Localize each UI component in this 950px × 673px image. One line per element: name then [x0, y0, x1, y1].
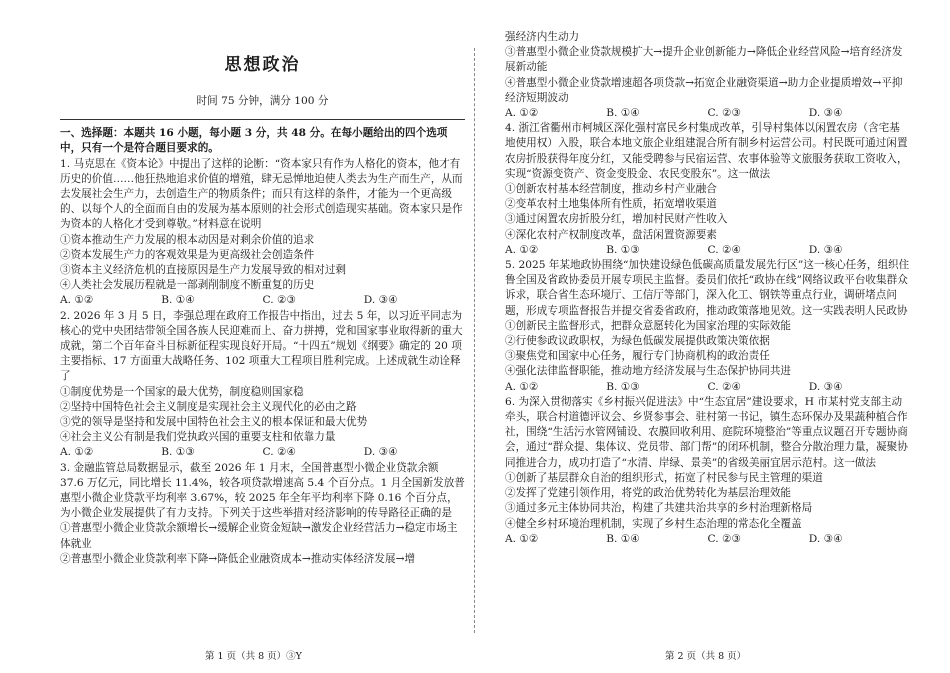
choice-c: C. ②③ [262, 294, 296, 307]
question-3-statement: ①普惠型小微企业贷款余额增长→缓解企业资金短缺→激发企业经营活力→稳定市场主体就业 [60, 522, 458, 550]
exam-time-info: 时间 75 分钟，满分 100 分 [196, 95, 329, 107]
question-4-statement: ④深化农村产权制度改革，盘活闲置资源要素 [505, 228, 717, 241]
page-1-footer: 第 1 页（共 8 页）③Y [205, 651, 302, 662]
question-1-statement: ②资本发展生产力的客观效果是为更高级社会创造条件 [60, 248, 315, 261]
section-heading: 一、选择题：本题共 16 小题，每小题 3 分，共 48 分。在每小题给出的四个选项中，只有一个是符合题目要求的。 [60, 127, 448, 155]
question-4-statement: ②变革农村土地集体所有性质，拓宽增收渠道 [505, 198, 717, 211]
question-1-statement: ④人类社会发展历程就是一部剥削制度不断重复的历史 [60, 279, 315, 292]
question-5-stem: 5. 2025 年某地政协围绕“加快建设绿色低碳高质量发展先行区”这一核心任务，组织住鲁全国及省政协委员开展专项民主监督。委员们依托“政协在线”网络议政平台收集群众诉求，联合省生态环境厅、工信厅等部门，深入化工、钢铁等重点行业，调研堵点问题，形成专项监督报告并提交省委省政府，推动政策落地见效。这一实践表明人民政协 [505, 259, 910, 317]
choice-b: B. ①④ [606, 107, 640, 120]
question-5-statement: ③聚焦党和国家中心任务，履行专门协商机构的政治责任 [505, 350, 770, 363]
choice-d: D. ③④ [363, 446, 398, 459]
choice-c: C. ②④ [707, 380, 741, 393]
question-3-continuation: 强经济内生动力 [505, 31, 580, 43]
question-1-choices [60, 293, 465, 308]
choice-c: C. ②③ [707, 107, 741, 120]
page-2-column [505, 30, 910, 547]
choice-d: D. ③④ [808, 107, 843, 120]
question-2-choices [60, 445, 465, 460]
choice-b: B. ①③ [606, 380, 640, 393]
question-2-stem: 2. 2026 年 3 月 5 日，李强总理在政府工作报告中指出，过去 5 年，以习近平同志为核心的党中央团结带领全国各族人民迎难而上、奋力拼搏，党和国家事业取得新的重大成就，第二个百年奋斗目标新征程实现良好开局。“十四五”规划《纲要》确定的 20 项主要指标、17 方面重大战略任务、102 项重大工程项目胜利完成。上述成就生动诠释了 [60, 309, 463, 383]
choice-a: A. ①② [505, 243, 539, 256]
question-5-statement: ①创新民主监督形式，把群众意愿转化为国家治理的实际效能 [505, 319, 792, 332]
question-3-stem: 3. 金融监管总局数据显示，截至 2026 年 1 月末，全国普惠型小微企业贷款余额 37.6 万亿元，同比增长 11.4%，较各项贷款增速高 5.4 个百分点。1 月全国新发放普惠型小微企业贷款平均利率 3.67%，较 2025 年全年平均利率下降 0.16 个百分点，为小微企业发展提供了有力支持。下列关于这些举措对经济影响的传导路径正确的是 [60, 461, 465, 520]
question-6-choices [505, 532, 910, 547]
choice-a: A. ①② [60, 446, 94, 459]
choice-b: B. ①④ [606, 532, 640, 545]
question-1-statement: ③资本主义经济危机的直接原因是生产力发展导致的相对过剩 [60, 264, 347, 277]
choice-d: D. ③④ [808, 380, 843, 393]
page-1-column [60, 0, 465, 567]
question-6-statement: ②发挥了党建引领作用，将党的政治优势转化为基层治理效能 [505, 487, 792, 500]
question-6-statement: ①创新了基层群众自治的组织形式，拓宽了村民参与民主管理的渠道 [505, 471, 823, 484]
column-divider [474, 48, 475, 633]
question-2-statement: ④社会主义公有制是我们党执政兴国的重要支柱和依靠力量 [60, 431, 336, 444]
question-1-stem: 1. 马克思在《资本论》中提出了这样的论断：“资本家只有作为人格化的资本，他才有历史的价值……他狂热地追求价值的增殖，肆无忌惮地迫使人类去为生产而生产，从而去发展社会生产力，去创造生产的物质条件；而只有这样的条件，才能为一个更高级的、以每个人的全面而自由的发展为基本原则的社会形式创造现实基础。资本家只是作为资本的人格化才受到尊敬。”材料意在说明 [60, 157, 463, 231]
question-5-choices [505, 380, 910, 395]
choice-c: C. ②③ [707, 532, 741, 545]
choice-b: B. ①③ [161, 446, 195, 459]
question-5-statement: ②行使参政议政职权，为绿色低碳发展提供政策决策依据 [505, 335, 770, 348]
page-title: 思想政治 [224, 55, 301, 75]
question-3-statement: ④普惠型小微企业贷款增速超各项贷款→拓宽企业融资渠道→助力企业提质增效→平抑经济短期波动 [505, 76, 903, 104]
question-4-stem: 4. 浙江省衢州市柯城区深化强村富民乡村集成改革，引导村集体以闲置农房（含宅基地使用权）入股，联合本地文旅企业组建混合所有制乡村运营公司。村民既可通过闲置农房折股获得年度分红，又能受聘参与民宿运营、农事体验等文旅服务获取工资收入，实现“资源变资产、资金变股金、农民变股东”。这一做法 [505, 122, 908, 180]
choice-c: C. ②④ [707, 243, 741, 256]
question-4-statement: ③通过闲置农房折股分红，增加村民财产性收入 [505, 213, 728, 226]
choice-a: A. ①② [505, 380, 539, 393]
question-4-choices [505, 243, 910, 258]
question-2-statement: ③党的领导是坚持和发展中国特色社会主义的根本保证和最大优势 [60, 416, 368, 429]
choice-d: D. ③④ [808, 532, 843, 545]
choice-c: C. ②④ [262, 446, 296, 459]
question-1-statement: ①资本推动生产力发展的根本动因是对剩余价值的追求 [60, 233, 315, 246]
question-3-statement: ③普惠型小微企业贷款规模扩大→提升企业创新能力→降低企业经营风险→培育经济发展新动能 [505, 46, 903, 74]
choice-d: D. ③④ [363, 294, 398, 307]
question-3-choices [505, 106, 910, 121]
header-rule [60, 119, 465, 120]
choice-a: A. ①② [505, 532, 539, 545]
question-4-statement: ①创新农村基本经营制度，推动乡村产业融合 [505, 183, 717, 196]
choice-b: B. ①④ [161, 294, 195, 307]
question-2-statement: ②坚持中国特色社会主义制度是实现社会主义现代化的必由之路 [60, 400, 357, 413]
page-2-footer: 第 2 页（共 8 页） [665, 651, 747, 662]
question-3-statement: ②普惠型小微企业贷款利率下降→降低企业融资成本→推动实体经济发展→增 [60, 552, 416, 565]
question-2-statement: ①制度优势是一个国家的最大优势，制度稳则国家稳 [60, 385, 304, 398]
choice-a: A. ①② [60, 294, 94, 307]
choice-a: A. ①② [505, 107, 539, 120]
question-6-stem: 6. 为深入贯彻落实《乡村振兴促进法》中“生态宜居”建设要求，H 市某村党支部主动牵头，联合村道德评议会、乡贤参事会、驻村第一书记，镇生态环保办及果蔬种植合作社，围绕“生活污水管网铺设、农膜回收利用、庭院环境整治”等重点议题召开专题协商会，通过“群众提、集体议、党员带、部门帮”的闭环机制，整合分散治理力量，凝聚协同推进合力，成功打造了“水清、岸绿、景美”的省级美丽宜居示范村。这一做法 [505, 395, 908, 469]
question-5-statement: ④强化法律监督职能，推动地方经济发展与生态保护协同共进 [505, 365, 792, 378]
question-6-statement: ③通过多元主体协同共治，构建了共建共治共享的乡村治理新格局 [505, 502, 813, 515]
choice-b: B. ①③ [606, 243, 640, 256]
question-6-statement: ④健全乡村环境治理机制，实现了乡村生态治理的常态化全覆盖 [505, 517, 802, 530]
choice-d: D. ③④ [808, 243, 843, 256]
